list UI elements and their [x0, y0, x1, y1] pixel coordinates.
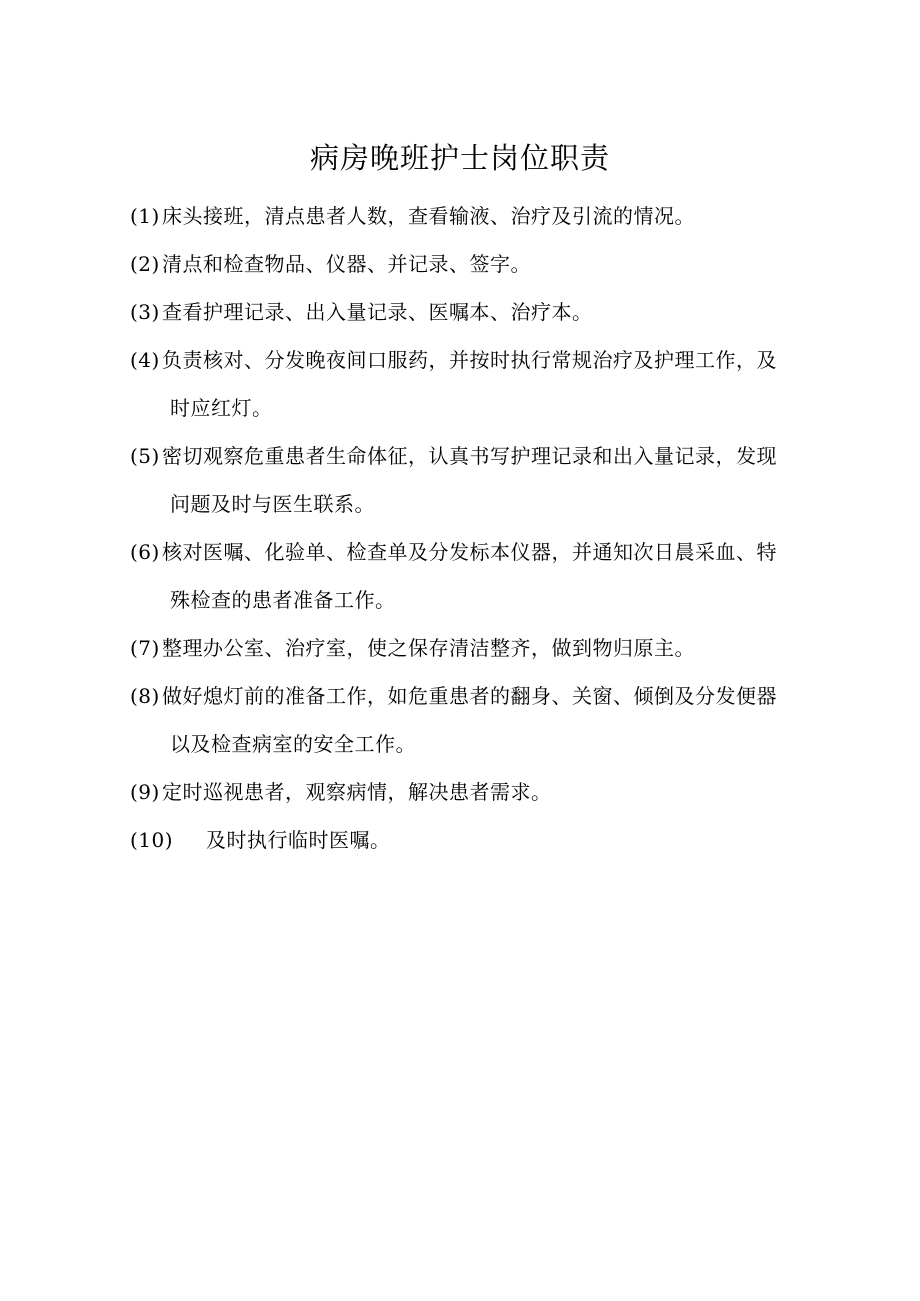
list-item [130, 288, 820, 336]
item-text [162, 336, 820, 432]
item-text [162, 288, 820, 336]
item-number: (1) [130, 204, 160, 228]
item-text [162, 192, 820, 240]
item-line: 定时巡视患者，观察病情，解决患者需求。 [162, 780, 552, 804]
item-number: (10) [130, 828, 174, 852]
item-line-continued: 问题及时与医生联系。 [170, 492, 375, 516]
item-line-continued: 以及检查病室的安全工作。 [170, 732, 416, 756]
item-text [162, 624, 820, 672]
item-line: 查看护理记录、出入量记录、医嘱本、治疗本。 [162, 300, 593, 324]
item-line-continued: 殊检查的患者准备工作。 [170, 588, 396, 612]
list-item [130, 624, 820, 672]
list-item [130, 240, 820, 288]
item-line: 清点和检查物品、仪器、并记录、签字。 [162, 252, 531, 276]
item-line-continued: 时应红灯。 [170, 396, 273, 420]
item-line: 整理办公室、治疗室，使之保存清洁整齐，做到物归原主。 [162, 636, 695, 660]
list-item [130, 672, 820, 768]
item-text [162, 432, 820, 528]
list-item [130, 528, 820, 624]
item-line: 核对医嘱、化验单、检查单及分发标本仪器，并通知次日晨采血、特 [162, 540, 777, 564]
duty-list [130, 192, 820, 864]
item-line: 床头接班，清点患者人数，查看输液、治疗及引流的情况。 [162, 204, 695, 228]
item-text [162, 768, 820, 816]
list-item [130, 816, 820, 864]
item-number: (2) [130, 252, 160, 276]
item-number: (7) [130, 636, 160, 660]
item-text [162, 672, 820, 768]
page-title: 病房晚班护士岗位职责 [309, 141, 610, 175]
item-line: 及时执行临时医嘱。 [206, 828, 391, 852]
item-number: (3) [130, 300, 160, 324]
item-line: 做好熄灯前的准备工作，如危重患者的翻身、关窗、倾倒及分发便器 [162, 684, 777, 708]
item-line: 负责核对、分发晚夜间口服药，并按时执行常规治疗及护理工作，及 [162, 348, 777, 372]
item-number: (8) [130, 684, 160, 708]
item-number: (9) [130, 780, 160, 804]
list-item [130, 432, 820, 528]
item-number: (5) [130, 444, 160, 468]
item-line: 密切观察危重患者生命体征，认真书写护理记录和出入量记录，发现 [162, 444, 777, 468]
item-text [162, 528, 820, 624]
list-item [130, 768, 820, 816]
item-text [162, 240, 820, 288]
list-item [130, 336, 820, 432]
list-item [130, 192, 820, 240]
item-text [206, 816, 820, 864]
item-number: (4) [130, 348, 160, 372]
item-number: (6) [130, 540, 160, 564]
